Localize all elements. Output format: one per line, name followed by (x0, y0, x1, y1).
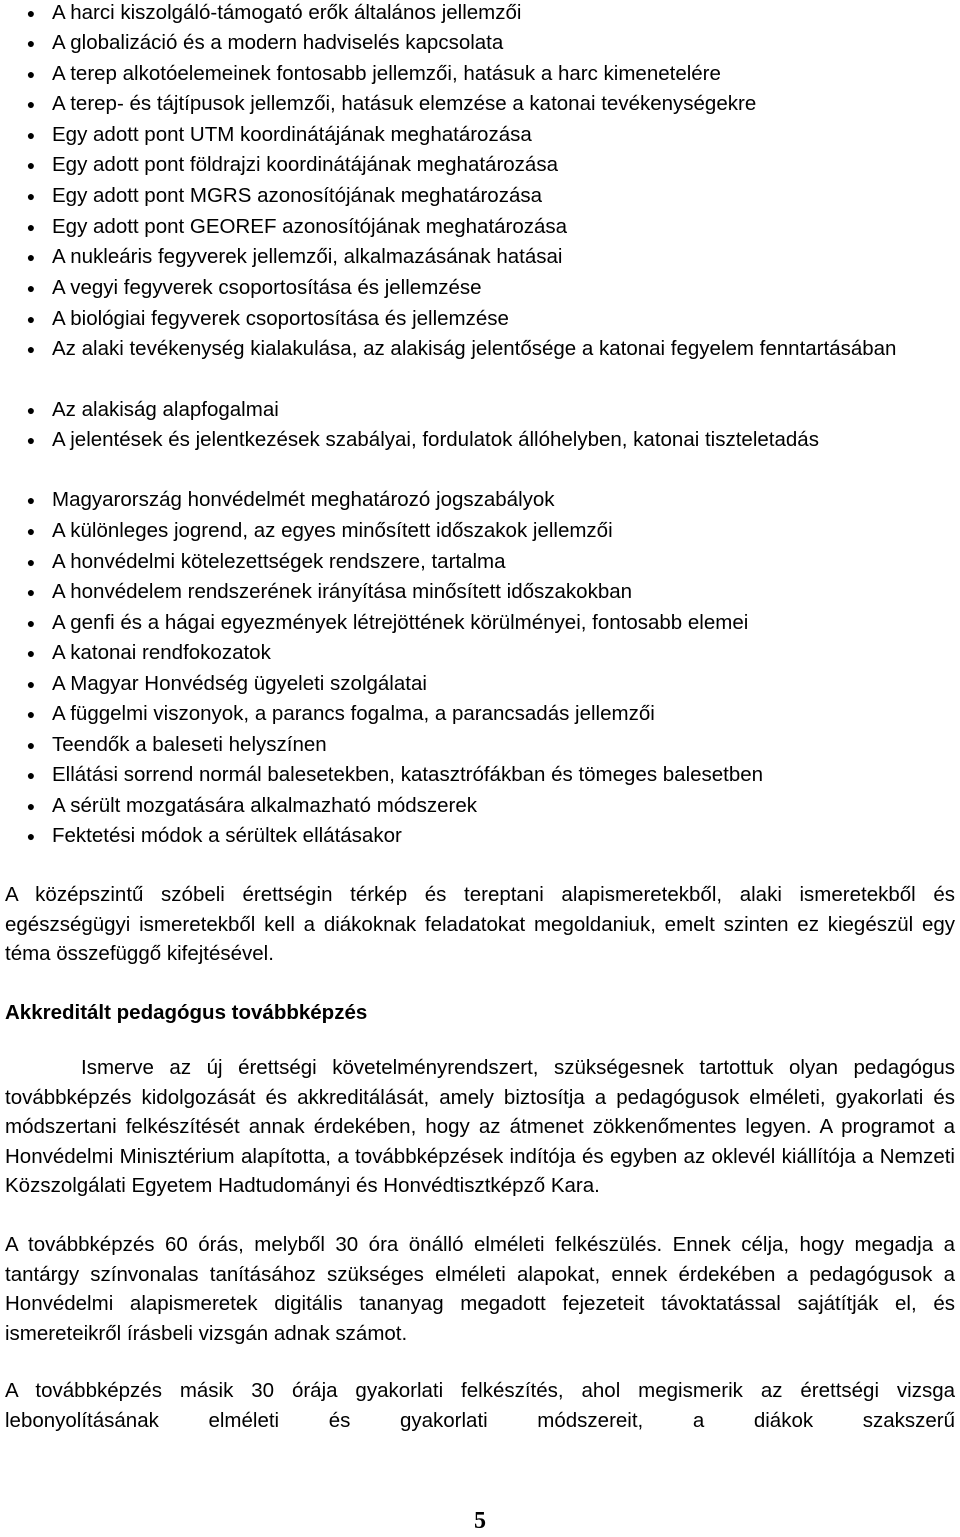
list-item-text: A jelentések és jelentkezések szabályai, fordulatok állóhelyben, katonai tiszteletadás (52, 428, 819, 451)
bullet-icon: ● (26, 645, 36, 661)
bullet-icon: ● (26, 96, 36, 112)
list-item (0, 485, 960, 515)
list-item-text: Egy adott pont földrajzi koordinátájának meghatározása (52, 153, 558, 176)
list-item (0, 730, 960, 760)
list-item-text: A honvédelem rendszerének irányítása minősített időszakokban (52, 580, 633, 603)
bullet-icon: ● (26, 311, 36, 327)
bullet-icon: ● (26, 35, 36, 51)
bullet-icon: ● (26, 523, 36, 539)
list-item (0, 516, 960, 546)
list-item (0, 638, 960, 668)
list-item-text: A globalizáció és a modern hadviselés kapcsolata (52, 31, 504, 54)
list-item (0, 821, 960, 851)
bullet-icon: ● (26, 188, 36, 204)
list-item-text: A terep alkotóelemeinek fontosabb jellemzői, hatásuk a harc kimenetelére (52, 62, 721, 85)
bullet-icon: ● (26, 341, 36, 357)
bullet-icon: ● (26, 798, 36, 814)
list-item-text: A katonai rendfokozatok (52, 641, 271, 664)
list-item-text: A sérült mozgatására alkalmazható módszerek (52, 794, 478, 817)
list-item-text: Az alaki tevékenység kialakulása, az alakiság jelentősége a katonai fegyelem fenntartásában (52, 337, 897, 360)
bullet-icon: ● (26, 249, 36, 265)
list-item-text: Ellátási sorrend normál balesetekben, katasztrófákban és tömeges balesetben (52, 763, 764, 786)
list-item (0, 242, 960, 272)
list-item (0, 760, 960, 790)
list-item-text: A honvédelmi kötelezettségek rendszere, tartalma (52, 550, 506, 573)
list-item-text: A biológiai fegyverek csoportosítása és jellemzése (52, 307, 509, 330)
bullet-icon: ● (26, 706, 36, 722)
page-number: 5 (474, 1508, 486, 1534)
body-paragraph: Ismerve az új érettségi követelményrendszert, szükségesnek tartottuk olyan pedagógus továbbképzés kidolgozását és akkreditálását, amely biztosítja a pedagógusok elméleti, gyakorlati és módszertani felkészítését annak érdekében, hogy az átmenet zökkenőmentes legyen. A programot a Honvédelmi Minisztérium alapította, a továbbképzések indítója és egyben az oklevél kiállítója a Nemzeti Közszolgálati Egyetem Hadtudományi és Honvédtisztképző Kara. (5, 1056, 955, 1197)
list-item-text: Egy adott pont GEOREF azonosítójának meghatározása (52, 215, 568, 238)
list-item-text: A függelmi viszonyok, a parancs fogalma, a parancsadás jellemzői (52, 702, 655, 725)
list-item (0, 181, 960, 211)
list-item-text: A terep- és tájtípusok jellemzői, hatásuk elemzése a katonai tevékenységekre (52, 92, 757, 115)
list-item-text: A Magyar Honvédség ügyeleti szolgálatai (52, 672, 427, 695)
bullet-icon: ● (26, 157, 36, 173)
list-item (0, 608, 960, 638)
list-item (0, 28, 960, 58)
bullet-icon: ● (26, 554, 36, 570)
bullet-icon: ● (26, 676, 36, 692)
bullet-icon: ● (26, 767, 36, 783)
bullet-icon: ● (26, 127, 36, 143)
list-item-text: Magyarország honvédelmét meghatározó jogszabályok (52, 488, 555, 511)
list-item (0, 791, 960, 821)
bullet-icon: ● (26, 737, 36, 753)
bullet-icon: ● (26, 432, 36, 448)
list-item (0, 425, 960, 485)
list-item-text: A harci kiszolgáló-támogató erők általános jellemzői (52, 1, 522, 24)
list-item (0, 669, 960, 699)
bullet-icon: ● (26, 492, 36, 508)
bullet-icon: ● (26, 5, 36, 21)
list-item-text: Egy adott pont MGRS azonosítójának meghatározása (52, 184, 543, 207)
bullet-icon: ● (26, 584, 36, 600)
bullet-icon: ● (26, 219, 36, 235)
list-item (0, 334, 960, 394)
bullet-icon: ● (26, 280, 36, 296)
list-item-text: A különleges jogrend, az egyes minősített időszakok jellemzői (52, 519, 613, 542)
list-item (0, 120, 960, 150)
bullet-icon: ● (26, 66, 36, 82)
list-item-text: A vegyi fegyverek csoportosítása és jellemzése (52, 276, 482, 299)
bullet-icon: ● (26, 615, 36, 631)
bullet-icon: ● (26, 828, 36, 844)
list-item (0, 212, 960, 242)
list-item-text: A nukleáris fegyverek jellemzői, alkalmazásának hatásai (52, 245, 563, 268)
list-item (0, 273, 960, 303)
list-item (0, 89, 960, 119)
list-item (0, 395, 960, 425)
section-heading: Akkreditált pedagógus továbbképzés (5, 1001, 368, 1024)
list-item (0, 0, 960, 28)
list-item-text: A genfi és a hágai egyezmények létrejöttének körülményei, fontosabb elemei (52, 611, 749, 634)
list-item (0, 59, 960, 89)
list-item (0, 577, 960, 607)
list-item (0, 150, 960, 180)
list-item-text: Egy adott pont UTM koordinátájának meghatározása (52, 123, 532, 146)
list-item (0, 699, 960, 729)
bullet-icon: ● (26, 402, 36, 418)
body-paragraph: A továbbképzés másik 30 órája gyakorlati felkészítés, ahol megismerik az érettségi vizsga lebonyolításának elméleti és gyakorlati módszereit, a diákok szakszerű (5, 1379, 955, 1432)
list-item (0, 304, 960, 334)
list-item-text: Fektetési módok a sérültek ellátásakor (52, 824, 402, 847)
list-item-text: Teendők a baleseti helyszínen (52, 733, 327, 756)
list-item (0, 547, 960, 577)
list-item-text: Az alakiság alapfogalmai (52, 398, 279, 421)
intro-paragraph: A középszintű szóbeli érettségin térkép és tereptani alapismeretekből, alaki ismeretekből és egészségügyi ismeretekből kell a diákoknak feladatokat megoldaniuk, emelt szinten ez kiegészül egy téma összefüggő kifejtésével. (5, 883, 955, 965)
body-paragraph: A továbbképzés 60 órás, melyből 30 óra önálló elméleti felkészülés. Ennek célja, hogy megadja a tantárgy színvonalas tanításához szükséges elméleti alapokat, ennek érdekében a pedagógusok a Honvédelmi alapismeretek digitális tananyag megadott fejezeteit távoktatással sajátítják el, és ismereteikről írásbeli vizsgán adnak számot. (5, 1233, 955, 1345)
